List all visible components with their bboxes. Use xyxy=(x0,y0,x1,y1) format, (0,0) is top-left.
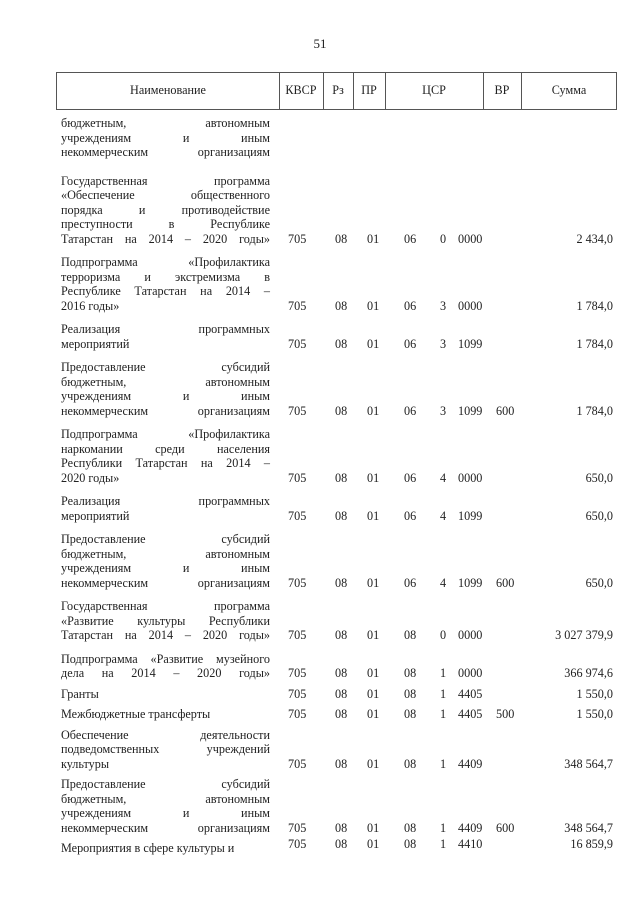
cell-sum: 1 784,0 xyxy=(576,403,613,418)
row-name-line: Предоставление субсидий xyxy=(61,777,270,791)
cell-kvsr: 705 xyxy=(288,298,307,313)
row-name xyxy=(56,652,270,681)
row-name-line: учреждениям и иным xyxy=(61,130,270,145)
header-pr: ПР xyxy=(361,83,377,97)
row-name-line: бюджетным, автономным xyxy=(61,374,270,389)
cell-kvsr: 705 xyxy=(288,756,307,771)
cell-rz: 08 xyxy=(335,820,348,835)
row-name-line: Предоставление субсидий xyxy=(61,532,270,546)
cell-pr: 01 xyxy=(367,707,380,721)
cell-csr1: 06 xyxy=(404,231,417,246)
row-name xyxy=(56,174,270,247)
cell-rz: 08 xyxy=(335,470,348,485)
row-name-line: Межбюджетные трансферты xyxy=(61,707,211,721)
table-body xyxy=(56,116,617,856)
header-kvsr: КВСР xyxy=(285,83,317,97)
cell-sum: 650,0 xyxy=(585,575,613,590)
table-row xyxy=(56,777,617,835)
table-row xyxy=(56,599,617,643)
table-row xyxy=(56,174,617,247)
row-name xyxy=(56,532,270,590)
table-row xyxy=(56,116,617,160)
cell-csr2: 1 xyxy=(440,820,447,835)
cell-rz: 08 xyxy=(335,403,348,418)
cell-csr1: 06 xyxy=(404,403,417,418)
cell-csr1: 08 xyxy=(404,820,417,835)
cell-pr: 01 xyxy=(367,298,380,313)
cell-csr1: 06 xyxy=(404,470,417,485)
cell-csr3: 4405 xyxy=(458,686,483,701)
row-name xyxy=(56,707,270,722)
cell-csr3: 0000 xyxy=(458,470,483,485)
cell-csr2: 1 xyxy=(440,756,447,771)
cell-sum: 348 564,7 xyxy=(564,820,613,835)
row-name-line: Государственная программа xyxy=(61,173,270,188)
cell-csr3: 0000 xyxy=(458,231,483,246)
row-name-line: терроризма и экстремизма в xyxy=(61,269,270,284)
cell-rz: 08 xyxy=(335,666,348,680)
cell-rz: 08 xyxy=(335,707,348,721)
row-name-line: подведомственных учреждений xyxy=(61,742,270,756)
cell-csr1: 08 xyxy=(404,628,417,642)
row-name-line: Республике Татарстан на 2014 – xyxy=(61,284,270,298)
cell-vr: 600 xyxy=(496,403,515,418)
cell-sum: 348 564,7 xyxy=(564,756,613,771)
cell-sum: 1 784,0 xyxy=(576,336,613,351)
cell-sum: 1 550,0 xyxy=(576,707,613,721)
cell-kvsr: 705 xyxy=(288,820,307,835)
table-row xyxy=(56,532,617,590)
cell-rz: 08 xyxy=(335,837,348,851)
cell-rz: 08 xyxy=(335,575,348,590)
table-row xyxy=(56,837,617,856)
row-name-line: дела на 2014 – 2020 годы» xyxy=(61,666,270,680)
cell-csr2: 3 xyxy=(440,298,447,313)
cell-csr2: 1 xyxy=(440,666,447,680)
row-name-line: Гранты xyxy=(61,686,99,701)
table-row xyxy=(56,687,617,702)
cell-pr: 01 xyxy=(367,403,380,418)
cell-csr2: 4 xyxy=(440,470,447,485)
cell-rz: 08 xyxy=(335,628,348,642)
row-name-line: бюджетным, автономным xyxy=(61,791,270,806)
cell-rz: 08 xyxy=(335,508,348,523)
row-name xyxy=(56,599,270,643)
header-sum: Сумма xyxy=(551,83,587,97)
cell-csr3: 4409 xyxy=(458,756,483,771)
cell-kvsr: 705 xyxy=(288,707,307,721)
cell-csr1: 06 xyxy=(404,336,417,351)
row-name-line: бюджетным, автономным xyxy=(61,546,270,561)
row-name xyxy=(56,494,270,523)
row-name-line: преступности в Республике xyxy=(61,217,270,231)
row-name-line: порядка и противодействие xyxy=(61,202,270,217)
row-name-line: 2020 годы» xyxy=(61,470,120,485)
header-csr: ЦСР xyxy=(422,83,446,97)
cell-pr: 01 xyxy=(367,336,380,351)
row-name-line: Подпрограмма «Развитие музейного xyxy=(61,651,270,666)
row-name-line: учреждениям и иным xyxy=(61,806,270,820)
cell-csr1: 08 xyxy=(404,686,417,701)
row-name-line: бюджетным, автономным xyxy=(61,116,270,130)
table-row xyxy=(56,728,617,772)
cell-kvsr: 705 xyxy=(288,508,307,523)
cell-kvsr: 705 xyxy=(288,470,307,485)
row-name-line: Государственная программа xyxy=(61,599,270,613)
row-name-line: учреждениям и иным xyxy=(61,389,270,403)
row-name xyxy=(56,777,270,835)
cell-pr: 01 xyxy=(367,666,380,680)
cell-rz: 08 xyxy=(335,686,348,701)
cell-pr: 01 xyxy=(367,231,380,246)
row-name-line: Татарстан на 2014 – 2020 годы» xyxy=(61,231,270,246)
cell-csr2: 4 xyxy=(440,575,447,590)
cell-csr2: 4 xyxy=(440,508,447,523)
cell-csr3: 0000 xyxy=(458,298,483,313)
row-name xyxy=(56,728,270,772)
cell-csr2: 1 xyxy=(440,686,447,701)
cell-csr3: 1099 xyxy=(458,575,483,590)
row-name-line: некоммерческим организациям xyxy=(61,145,270,159)
table-row xyxy=(56,360,617,418)
row-name xyxy=(56,255,270,313)
budget-table xyxy=(56,72,617,856)
cell-sum: 366 974,6 xyxy=(564,666,613,680)
cell-kvsr: 705 xyxy=(288,666,307,680)
cell-csr2: 0 xyxy=(440,628,447,642)
cell-csr3: 0000 xyxy=(458,628,483,642)
row-name xyxy=(56,427,270,485)
cell-csr1: 08 xyxy=(404,756,417,771)
cell-rz: 08 xyxy=(335,756,348,771)
header-name: Наименование xyxy=(130,83,206,97)
cell-sum: 650,0 xyxy=(585,508,613,523)
cell-vr: 600 xyxy=(496,820,515,835)
cell-pr: 01 xyxy=(367,837,380,851)
cell-csr2: 1 xyxy=(440,837,447,851)
cell-csr3: 4410 xyxy=(458,837,483,851)
cell-csr1: 06 xyxy=(404,575,417,590)
cell-rz: 08 xyxy=(335,231,348,246)
header-vr: ВР xyxy=(494,83,510,97)
row-name-line: 2016 годы» xyxy=(61,298,120,313)
cell-pr: 01 xyxy=(367,575,380,590)
cell-csr1: 08 xyxy=(404,666,417,680)
cell-csr3: 1099 xyxy=(458,336,483,351)
row-name-line: Обеспечение деятельности xyxy=(61,727,270,742)
cell-sum: 1 784,0 xyxy=(576,298,613,313)
cell-rz: 08 xyxy=(335,336,348,351)
row-name-line: некоммерческим организациям xyxy=(61,575,270,590)
cell-csr3: 0000 xyxy=(458,666,483,680)
cell-kvsr: 705 xyxy=(288,336,307,351)
cell-pr: 01 xyxy=(367,628,380,642)
row-name-line: наркомании среди населения xyxy=(61,441,270,456)
table-header xyxy=(56,72,617,110)
cell-pr: 01 xyxy=(367,686,380,701)
cell-csr2: 3 xyxy=(440,336,447,351)
table-row xyxy=(56,707,617,722)
cell-kvsr: 705 xyxy=(288,837,307,851)
row-name xyxy=(56,687,270,702)
cell-sum: 16 859,9 xyxy=(570,837,613,851)
row-name-line: Мероприятия в сфере культуры и xyxy=(61,841,235,855)
cell-csr1: 08 xyxy=(404,837,417,851)
cell-rz: 08 xyxy=(335,298,348,313)
table-row xyxy=(56,322,617,351)
row-name xyxy=(56,322,270,351)
row-name-line: «Обеспечение общественного xyxy=(61,188,270,202)
cell-vr: 600 xyxy=(496,575,515,590)
row-name-line: мероприятий xyxy=(61,508,130,523)
cell-kvsr: 705 xyxy=(288,628,307,642)
row-name xyxy=(56,841,270,856)
cell-sum: 650,0 xyxy=(585,470,613,485)
cell-csr3: 1099 xyxy=(458,403,483,418)
cell-sum: 2 434,0 xyxy=(576,231,613,246)
cell-kvsr: 705 xyxy=(288,403,307,418)
row-name xyxy=(56,116,270,160)
row-name-line: «Развитие культуры Республики xyxy=(61,613,270,628)
cell-csr1: 08 xyxy=(404,707,417,721)
row-name-line: культуры xyxy=(61,756,110,771)
cell-pr: 01 xyxy=(367,820,380,835)
table-row xyxy=(56,652,617,681)
cell-vr: 500 xyxy=(496,707,515,721)
table-row xyxy=(56,427,617,485)
header-rz: Рз xyxy=(332,83,344,97)
row-name-line: Подпрограмма «Профилактика xyxy=(61,427,270,441)
table-row xyxy=(56,494,617,523)
cell-csr3: 1099 xyxy=(458,508,483,523)
cell-csr2: 3 xyxy=(440,403,447,418)
row-name-line: Реализация программных xyxy=(61,322,270,336)
row-name-line: Татарстан на 2014 – 2020 годы» xyxy=(61,628,270,642)
page-number: 51 xyxy=(313,36,327,51)
cell-pr: 01 xyxy=(367,508,380,523)
cell-csr2: 0 xyxy=(440,231,447,246)
row-name-line: мероприятий xyxy=(61,336,130,351)
cell-sum: 1 550,0 xyxy=(576,686,613,701)
cell-pr: 01 xyxy=(367,470,380,485)
cell-csr2: 1 xyxy=(440,707,447,721)
row-name-line: Подпрограмма «Профилактика xyxy=(61,255,270,269)
cell-sum: 3 027 379,9 xyxy=(555,628,613,642)
cell-csr1: 06 xyxy=(404,298,417,313)
cell-kvsr: 705 xyxy=(288,686,307,701)
cell-kvsr: 705 xyxy=(288,575,307,590)
cell-csr3: 4409 xyxy=(458,820,483,835)
row-name-line: некоммерческим организациям xyxy=(61,403,270,418)
cell-csr3: 4405 xyxy=(458,707,483,721)
row-name-line: Республики Татарстан на 2014 – xyxy=(61,456,270,470)
cell-csr1: 06 xyxy=(404,508,417,523)
row-name-line: некоммерческим организациям xyxy=(61,820,270,835)
row-name-line: Предоставление субсидий xyxy=(61,360,270,374)
table-row xyxy=(56,255,617,313)
row-name-line: Реализация программных xyxy=(61,494,270,508)
cell-kvsr: 705 xyxy=(288,231,307,246)
row-name xyxy=(56,360,270,418)
row-name-line: учреждениям и иным xyxy=(61,561,270,575)
cell-pr: 01 xyxy=(367,756,380,771)
